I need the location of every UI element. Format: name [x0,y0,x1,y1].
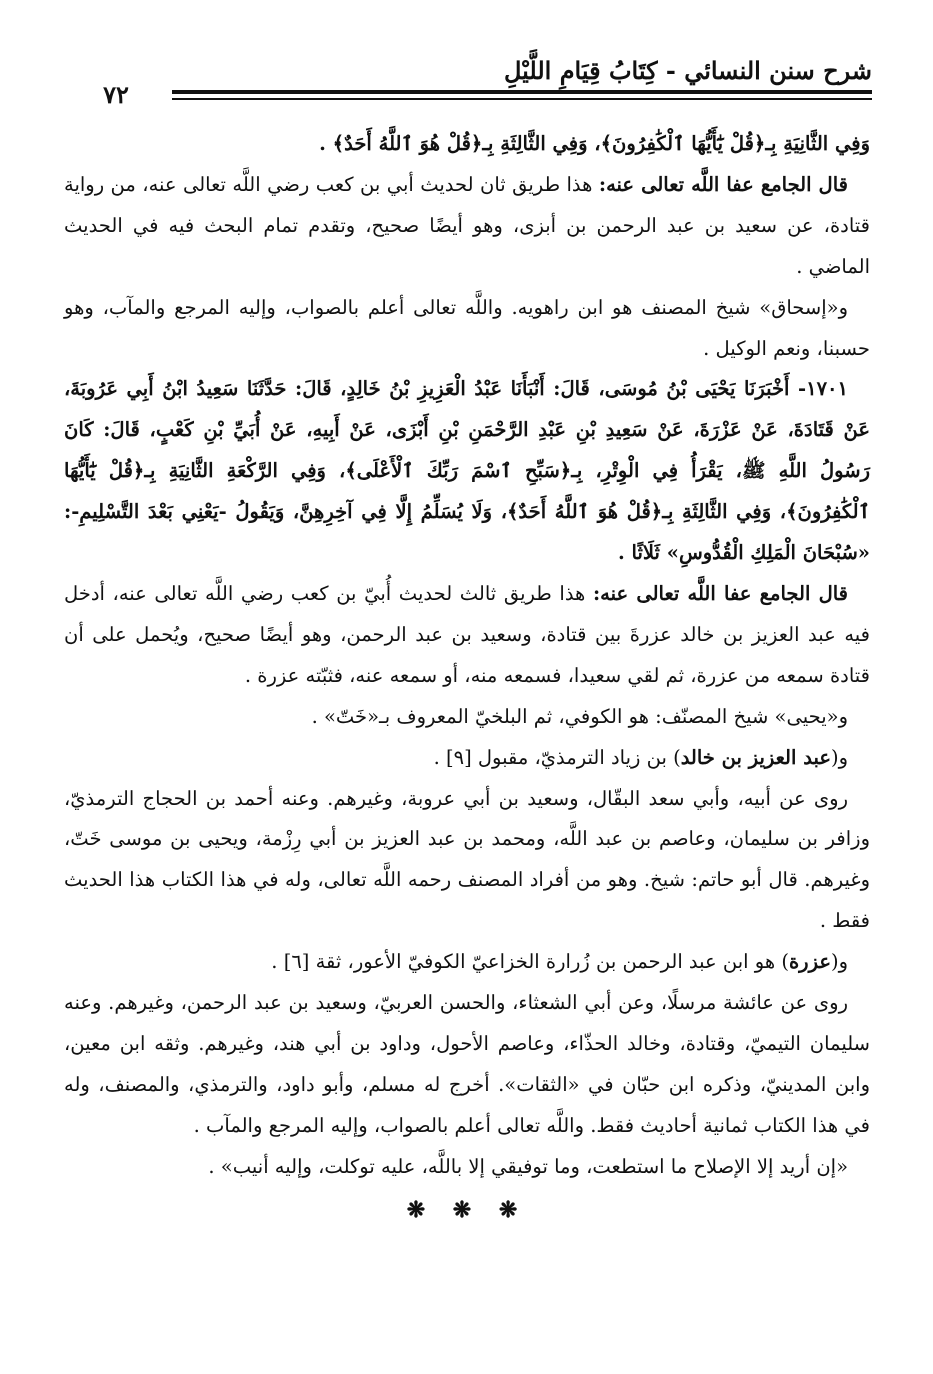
narrator-name: عبد العزيز بن خالد [680,745,831,769]
paragraph-azra-bio: روى عن عائشة مرسلًا، وعن أبي الشعثاء، والحسن العربيّ، وسعيد بن عبد الرحمن، وغيرهم. وعنه سليمان التيميّ، وقتادة، وخالد الحذّاء، وعاصم الأحول، وداود بن أبي هند، وغيرهم. وثقه ابن معين، وابن المدينيّ، وذكره ابن حبّان في «الثقات». أخرج له مسلم، وأبو داود، والترمذي، والمصنف، وله في هذا الكتاب ثمانية أحاديث فقط. واللَّه تعالى أعلم بالصواب، وإليه المرجع والمآب . [64,991,870,1137]
narrator-name: عزرة [788,950,831,974]
page-number: ٧٢ [60,80,172,110]
commentary-text: هذا طريق ثالث لحديث أُبيّ بن كعب رضي اللَّه تعالى عنه، أدخل فيه عبد العزيز بن خالد عزرةَ بين قتادة، وسعيد بن عبد الرحمن، وهو أيضًا صحيح، ويُحمل على أن قتادة سمعه من عزرة، ثم لقي سعيدا، فسمعه منه، أو سمعه عنه، فثبّته عزرة . [64,581,870,687]
paragraph-ishaq: و«إسحاق» شيخ المصنف هو ابن راهويه. واللَّه تعالى أعلم بالصواب، وإليه المرجع والمآب، وهو حسبنا، ونعم الوكيل . [64,295,870,360]
paragraph-commentary-1 [64,165,870,288]
hadith-1701: ١٧٠١- أَخْبَرَنَا يَحْيَى بْنُ مُوسَى، قَالَ: أَنْبَأَنَا عَبْدُ الْعَزِيزِ بْنُ خَالِدٍ، قَالَ: حَدَّثَنَا سَعِيدُ ابْنُ أَبِي عَرُوبَةَ، عَنْ قَتَادَةَ، عَنْ عَزْرَةَ، عَنْ سَعِيدِ بْنِ عَبْدِ الرَّحْمَنِ بْنِ أَبْزَى، عَنْ أَبِيهِ، عَنْ أُبَيِّ بْنِ كَعْبٍ، قَالَ: كَانَ رَسُولُ اللَّهِ ﷺ، يَقْرَأُ فِي الْوِتْرِ، بِـ﴿سَبِّحِ ٱسْمَ رَبِّكَ ٱلْأَعْلَى﴾، وَفِي الرَّكْعَةِ الثَّانِيَةِ بِـ﴿قُلْ يَٰٓأَيُّهَا ٱلْكَٰفِرُونَ﴾، وَفِي الثَّالِثَةِ بِـ﴿قُلْ هُوَ ٱللَّهُ أَحَدٌ﴾، وَلَا يُسَلِّمُ إِلَّا فِي آخِرِهِنَّ، وَيَقُولُ -يَعْنِي بَعْدَ التَّسْلِيمِ-: «سُبْحَانَ الْمَلِكِ الْقُدُّوسِ» ثَلَاثًا . [64,377,870,565]
commentary-lead: قال الجامع عفا اللَّه تعالى عنه: [592,581,848,605]
commentary-lead: قال الجامع عفا اللَّه تعالى عنه: [598,172,848,196]
header-rule [60,90,872,100]
paragraph-closing-quote: «إن أريد إلا الإصلاح ما استطعت، وما توفيقي إلا باللَّه، عليه توكلت، وإليه أنيب» . [208,1154,848,1178]
commentary-text: هذا طريق ثان لحديث أبي بن كعب رضي اللَّه تعالى عنه، من رواية قتادة، عن سعيد بن عبد الرحمن بن أبزى، وهو أيضًا صحيح، وتقدم تمام البحث فيه في الحديث الماضي . [64,172,870,278]
paragraph-commentary-2 [64,574,870,697]
paragraph-abdulaziz-bio: روى عن أبيه، وأبي سعد البقّال، وسعيد بن أبي عروبة، وغيرهم. وعنه أحمد بن الحجاج الترمذيّ، وزافر بن سليمان، وعاصم بن عبد اللَّه، ومحمد بن عبد العزيز بن أبي رِزْمة، ويحيى بن موسى خَتّ، وغيرهم. قال أبو حاتم: شيخ. وهو من أفراد المصنف رحمه اللَّه تعالى، وله في هذا الكتاب هذا الحديث فقط . [64,786,870,933]
narrator-note: ) بن زياد الترمذيّ، مقبول [٩] . [433,745,681,769]
section-end-ornament: ❋ ❋ ❋ [406,1196,528,1223]
main-text [64,124,870,1230]
paragraph-azra [64,942,870,983]
running-title: شرح سنن النسائي - كِتَابُ قِيَامِ اللَّيْلِ [504,56,872,85]
paragraph-abdulaziz [64,738,870,779]
narrator-note: ) هو ابن عبد الرحمن بن زُرارة الخزاعيّ الكوفيّ الأعور، ثقة [٦] . [271,950,789,974]
page-header [60,52,872,112]
paragraph-yahya: و«يحيى» شيخ المصنّف: هو الكوفي، ثم البلخيّ المعروف بـ«خَتّ» . [311,704,848,728]
paragraph-quran-continuation: وَفِي الثَّانِيَةِ بِـ﴿قُلْ يَٰٓأَيُّهَا ٱلْكَٰفِرُونَ﴾، وَفِي الثَّالِثَةِ بِـ﴿قُلْ هُوَ ٱللَّهُ أَحَدٌ﴾ . [319,132,870,155]
paren-open: و( [830,950,848,974]
paren-open: و( [830,745,848,769]
